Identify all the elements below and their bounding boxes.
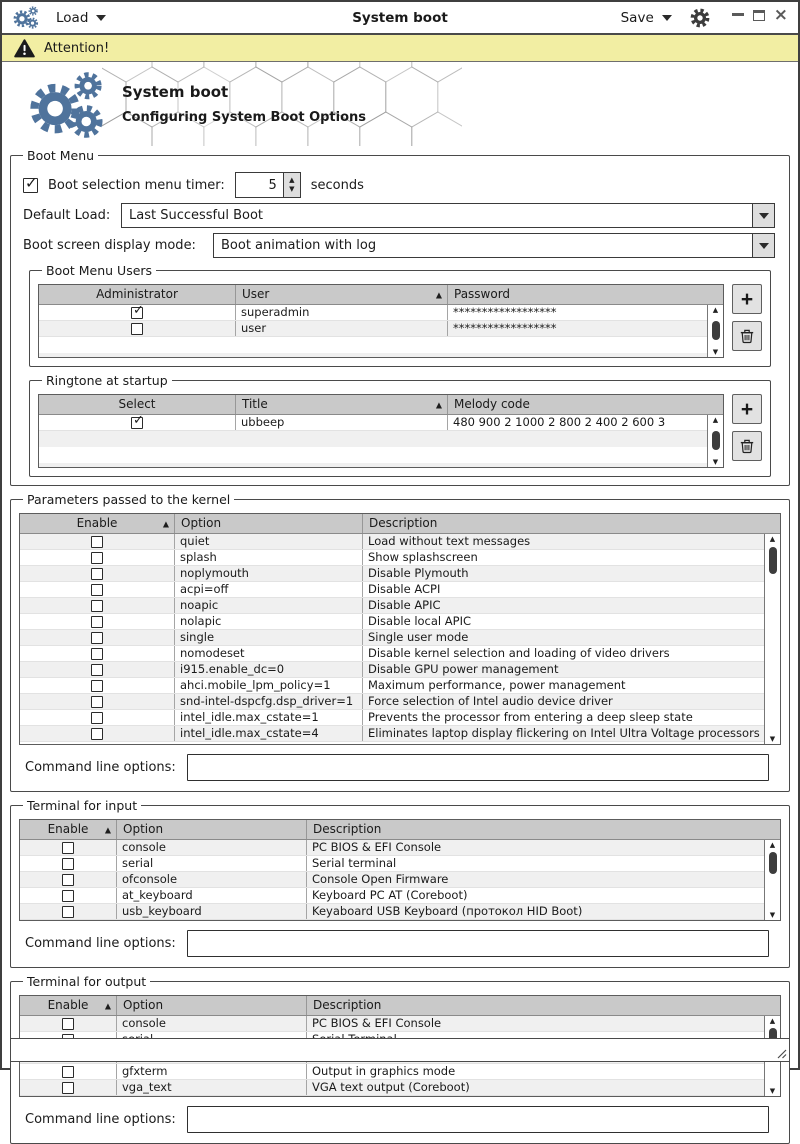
table-cell: Eliminates laptop display flickering on Intel Ultra Voltage processors	[368, 726, 760, 740]
column-header-option[interactable]: Option	[117, 820, 307, 839]
terminal-input-section	[10, 798, 790, 968]
row-checkbox[interactable]	[91, 600, 103, 612]
checkbox-cell	[20, 840, 117, 855]
row-checkbox[interactable]	[91, 696, 103, 708]
column-header-password[interactable]: Password	[454, 287, 511, 301]
trash-icon	[739, 328, 755, 344]
users-table	[38, 284, 724, 358]
table-row[interactable]	[20, 904, 764, 920]
table-cell: PC BIOS & EFI Console	[312, 1016, 442, 1030]
table-row[interactable]	[20, 888, 764, 904]
app-gears-icon	[12, 5, 40, 30]
ringtone-table	[38, 394, 724, 468]
table-cell: Maximum performance, power management	[368, 678, 626, 692]
save-menu-label: Save	[620, 9, 654, 26]
terminal-input-cmdline-label: Command line options:	[25, 936, 176, 951]
row-checkbox[interactable]	[91, 648, 103, 660]
row-checkbox[interactable]	[91, 536, 103, 548]
boot-menu-section	[10, 148, 790, 486]
table-cell: vga_text	[117, 1080, 307, 1095]
spinner-arrows[interactable]	[283, 172, 301, 198]
sort-ascending-icon: ▲	[104, 825, 111, 834]
table-row[interactable]	[20, 856, 764, 872]
table-cell: quiet	[175, 534, 363, 549]
spinner-down-icon[interactable]: ▼	[289, 185, 295, 193]
row-checkbox[interactable]	[91, 568, 103, 580]
column-header-description[interactable]: Description	[313, 822, 382, 836]
scroll-up-icon[interactable]: ▲	[712, 306, 719, 314]
table-cell: ******************	[453, 321, 557, 335]
timer-spinner	[235, 172, 301, 198]
column-header-description[interactable]: Description	[369, 516, 438, 530]
table-cell: ofconsole	[117, 872, 307, 887]
scroll-up-icon[interactable]: ▲	[769, 535, 776, 543]
checkbox-cell	[20, 598, 175, 613]
status-bar	[10, 1038, 790, 1062]
checkbox-cell	[20, 1016, 117, 1031]
table-cell: Prevents the processor from entering a deep sleep state	[368, 710, 693, 724]
table-cell: intel_idle.max_cstate=4	[175, 726, 363, 741]
scroll-up-icon[interactable]: ▲	[769, 841, 776, 849]
load-menu-label: Load	[56, 9, 89, 26]
boot-menu-users-legend: Boot Menu Users	[46, 263, 153, 278]
table-cell: noplymouth	[175, 566, 363, 581]
page-subtitle: Configuring System Boot Options	[122, 110, 367, 125]
close-button[interactable]: ×	[773, 5, 788, 25]
table-cell: Single user mode	[368, 630, 469, 644]
table-row[interactable]	[20, 550, 764, 566]
table-cell: console	[117, 840, 307, 855]
ringtone-section	[29, 373, 771, 477]
timer-value[interactable]: 5	[235, 172, 283, 198]
table-cell: Keyaboard USB Keyboard (протокол HID Boot)	[312, 904, 583, 918]
table-cell: Load without text messages	[368, 534, 531, 548]
table-row[interactable]	[20, 646, 764, 662]
checkbox-cell	[39, 415, 236, 430]
column-header-enable[interactable]: Enable ▲	[20, 514, 175, 533]
row-checkbox[interactable]	[91, 728, 103, 740]
row-checkbox[interactable]	[91, 680, 103, 692]
row-checkbox[interactable]	[91, 632, 103, 644]
table-cell: VGA text output (Coreboot)	[312, 1080, 470, 1094]
maximize-button[interactable]	[753, 10, 765, 21]
warning-label: Attention!	[44, 40, 110, 56]
table-cell: ******************	[453, 305, 557, 319]
column-header-enable[interactable]: Enable ▲	[20, 996, 117, 1015]
table-row[interactable]	[39, 305, 707, 321]
table-cell: noapic	[175, 598, 363, 613]
table-row[interactable]	[20, 582, 764, 598]
scroll-down-icon[interactable]: ▼	[769, 1087, 776, 1095]
table-row[interactable]	[20, 710, 764, 726]
row-checkbox[interactable]	[131, 323, 143, 335]
table-cell: intel_idle.max_cstate=1	[175, 710, 363, 725]
row-checkbox[interactable]	[62, 890, 74, 902]
table-cell: Disable APIC	[368, 598, 441, 612]
row-checkbox[interactable]	[91, 616, 103, 628]
table-cell: nolapic	[175, 614, 363, 629]
default-load-value: Last Successful Boot	[129, 208, 264, 223]
page-header	[2, 62, 798, 148]
table-row[interactable]	[20, 534, 764, 550]
column-header-user[interactable]: User ▲	[236, 285, 448, 304]
scroll-down-icon[interactable]: ▼	[712, 458, 719, 466]
trash-icon	[739, 438, 755, 454]
checkbox-cell	[20, 534, 175, 549]
row-checkbox[interactable]	[131, 417, 143, 429]
table-row[interactable]	[39, 321, 707, 337]
table-cell: Force selection of Intel audio device driver	[368, 694, 613, 708]
checkbox-cell	[20, 630, 175, 645]
sort-ascending-icon: ▲	[104, 1001, 111, 1010]
row-checkbox[interactable]	[91, 584, 103, 596]
scroll-down-icon[interactable]: ▼	[712, 348, 719, 356]
checkbox-cell	[20, 566, 175, 581]
column-header-option[interactable]: Option	[175, 514, 363, 533]
sort-ascending-icon: ▲	[162, 519, 169, 528]
checkbox-cell	[39, 321, 236, 336]
table-row[interactable]	[20, 694, 764, 710]
scroll-up-icon[interactable]: ▲	[769, 1017, 776, 1025]
display-mode-value: Boot animation with log	[221, 238, 377, 253]
page-title: System boot	[122, 83, 229, 101]
terminal-output-cmdline-label: Command line options:	[25, 1112, 176, 1127]
users-table-header	[39, 285, 723, 305]
column-header-enable[interactable]: Enable ▲	[20, 820, 117, 839]
table-cell: superadmin	[236, 305, 448, 320]
kernel-scrollbar[interactable]	[764, 534, 780, 744]
scroll-thumb[interactable]	[712, 321, 720, 340]
gears-icon	[24, 72, 110, 142]
terminal-output-header	[20, 996, 780, 1016]
timer-unit-label: seconds	[310, 177, 364, 193]
plus-icon: +	[740, 287, 754, 311]
table-cell: usb_keyboard	[117, 904, 307, 919]
column-header-description[interactable]: Description	[313, 998, 382, 1012]
table-cell: console	[117, 1016, 307, 1031]
terminal-output-cmdline-input[interactable]	[187, 1106, 769, 1133]
warning-triangle-icon	[14, 39, 35, 58]
resize-grip-icon[interactable]	[774, 1046, 787, 1059]
checkbox-cell	[20, 1064, 117, 1079]
kernel-cmdline-label: Command line options:	[25, 760, 176, 775]
ringtone-table-header	[39, 395, 723, 415]
checkbox-cell	[20, 582, 175, 597]
table-cell: Show splashscreen	[368, 550, 478, 564]
minimize-button[interactable]	[732, 13, 744, 16]
scroll-down-icon[interactable]: ▼	[769, 911, 776, 919]
row-checkbox[interactable]	[62, 842, 74, 854]
table-cell: single	[175, 630, 363, 645]
checkbox-cell	[20, 694, 175, 709]
checkbox-cell	[20, 662, 175, 677]
checkbox-cell	[20, 872, 117, 887]
users-scrollbar[interactable]	[707, 305, 723, 357]
sort-ascending-icon: ▲	[435, 400, 442, 409]
display-mode-label: Boot screen display mode:	[23, 238, 196, 253]
row-checkbox[interactable]	[131, 307, 143, 319]
scroll-thumb[interactable]	[712, 431, 720, 450]
default-load-combobox[interactable]	[121, 203, 775, 228]
terminal-input-scrollbar[interactable]	[764, 840, 780, 920]
column-header-option[interactable]: Option	[117, 996, 307, 1015]
checkbox-cell	[20, 710, 175, 725]
delete-user-button[interactable]	[732, 321, 762, 351]
row-checkbox[interactable]	[91, 712, 103, 724]
column-header-melody[interactable]: Melody code	[454, 397, 530, 411]
column-header-title[interactable]: Title ▲	[236, 395, 448, 414]
table-cell: Disable ACPI	[368, 582, 441, 596]
terminal-input-cmdline-input[interactable]	[187, 930, 769, 957]
checkbox-cell	[20, 856, 117, 871]
kernel-table-header	[20, 514, 780, 534]
row-checkbox[interactable]	[62, 1018, 74, 1030]
hexagon-pattern	[102, 62, 462, 146]
row-checkbox[interactable]	[62, 874, 74, 886]
settings-gear-icon[interactable]	[690, 8, 710, 28]
table-cell: i915.enable_dc=0	[175, 662, 363, 677]
table-row[interactable]	[39, 415, 707, 431]
table-row[interactable]	[20, 566, 764, 582]
terminal-output-legend: Terminal for output	[27, 974, 147, 989]
table-row[interactable]	[20, 726, 764, 742]
table-cell: ahci.mobile_lpm_policy=1	[175, 678, 363, 693]
column-header-select[interactable]: Select	[39, 395, 236, 414]
table-row[interactable]	[20, 614, 764, 630]
table-cell: Disable kernel selection and loading of video drivers	[368, 646, 670, 660]
table-row[interactable]	[20, 1064, 764, 1080]
chevron-down-icon[interactable]	[752, 234, 774, 257]
timer-label: Boot selection menu timer:	[48, 177, 225, 193]
chevron-down-icon[interactable]	[752, 204, 774, 227]
terminal-input-header	[20, 820, 780, 840]
table-cell: Serial terminal	[312, 856, 397, 870]
table-cell: acpi=off	[175, 582, 363, 597]
terminal-input-table	[19, 819, 781, 921]
table-row[interactable]	[20, 662, 764, 678]
checkbox-cell	[39, 305, 236, 320]
row-checkbox[interactable]	[91, 552, 103, 564]
table-cell: gfxterm	[117, 1064, 307, 1079]
checkbox-cell	[20, 550, 175, 565]
table-cell: user	[236, 321, 448, 336]
table-row[interactable]	[20, 678, 764, 694]
table-cell: 480 900 2 1000 2 800 2 400 2 600 3	[453, 415, 666, 429]
table-cell: splash	[175, 550, 363, 565]
row-checkbox[interactable]	[62, 858, 74, 870]
row-checkbox[interactable]	[91, 664, 103, 676]
add-user-button[interactable]	[732, 284, 762, 314]
ringtone-legend: Ringtone at startup	[46, 373, 168, 388]
checkbox-cell	[20, 904, 117, 919]
checkbox-cell	[20, 646, 175, 661]
table-cell: serial	[117, 856, 307, 871]
chevron-down-icon	[96, 15, 106, 21]
row-checkbox[interactable]	[62, 1066, 74, 1078]
scroll-thumb[interactable]	[769, 547, 777, 574]
kernel-params-section	[10, 492, 790, 792]
display-mode-combobox[interactable]	[213, 233, 775, 258]
column-header-administrator[interactable]: Administrator	[39, 285, 236, 304]
table-cell: PC BIOS & EFI Console	[312, 840, 442, 854]
table-row[interactable]	[20, 630, 764, 646]
table-row[interactable]	[20, 840, 764, 856]
table-cell: Output in graphics mode	[312, 1064, 456, 1078]
table-cell: Disable Plymouth	[368, 566, 469, 580]
table-row[interactable]	[20, 1016, 764, 1032]
kernel-params-table	[19, 513, 781, 745]
checkbox-cell	[20, 1080, 117, 1095]
chevron-down-icon	[662, 15, 672, 21]
checkbox-cell	[20, 888, 117, 903]
add-ringtone-button[interactable]	[732, 394, 762, 424]
load-menu-button[interactable]	[56, 10, 106, 26]
spinner-up-icon[interactable]: ▲	[289, 176, 295, 184]
table-cell: ubbeep	[236, 415, 448, 430]
table-row[interactable]	[20, 598, 764, 614]
boot-menu-legend: Boot Menu	[27, 148, 95, 163]
warning-banner[interactable]	[2, 35, 798, 62]
titlebar	[2, 2, 798, 35]
table-cell: Disable GPU power management	[368, 662, 559, 676]
table-cell: Keyboard PC AT (Coreboot)	[312, 888, 468, 902]
table-cell: Console Open Firmware	[312, 872, 449, 886]
terminal-input-legend: Terminal for input	[27, 798, 138, 813]
save-menu-button[interactable]	[621, 10, 672, 26]
scroll-down-icon[interactable]: ▼	[769, 735, 776, 743]
kernel-params-legend: Parameters passed to the kernel	[27, 492, 231, 507]
table-row[interactable]	[20, 1080, 764, 1096]
delete-ringtone-button[interactable]	[732, 431, 762, 461]
checkbox-cell	[20, 726, 175, 741]
ringtone-scrollbar[interactable]	[707, 415, 723, 467]
row-checkbox[interactable]	[62, 906, 74, 918]
checkbox-cell	[20, 614, 175, 629]
table-cell: Disable local APIC	[368, 614, 471, 628]
scroll-up-icon[interactable]: ▲	[712, 416, 719, 424]
table-cell: snd-intel-dspcfg.dsp_driver=1	[175, 694, 363, 709]
table-cell: at_keyboard	[117, 888, 307, 903]
plus-icon: +	[740, 397, 754, 421]
default-load-label: Default Load:	[23, 208, 111, 223]
checkbox-cell	[20, 678, 175, 693]
timer-checkbox[interactable]	[23, 178, 38, 193]
sort-ascending-icon: ▲	[435, 290, 442, 299]
window-title: System boot	[352, 9, 448, 26]
kernel-cmdline-input[interactable]	[187, 754, 769, 781]
table-cell: nomodeset	[175, 646, 363, 661]
boot-menu-users-section	[29, 263, 771, 367]
table-row[interactable]	[20, 872, 764, 888]
row-checkbox[interactable]	[62, 1082, 74, 1094]
scroll-thumb[interactable]	[769, 852, 777, 874]
